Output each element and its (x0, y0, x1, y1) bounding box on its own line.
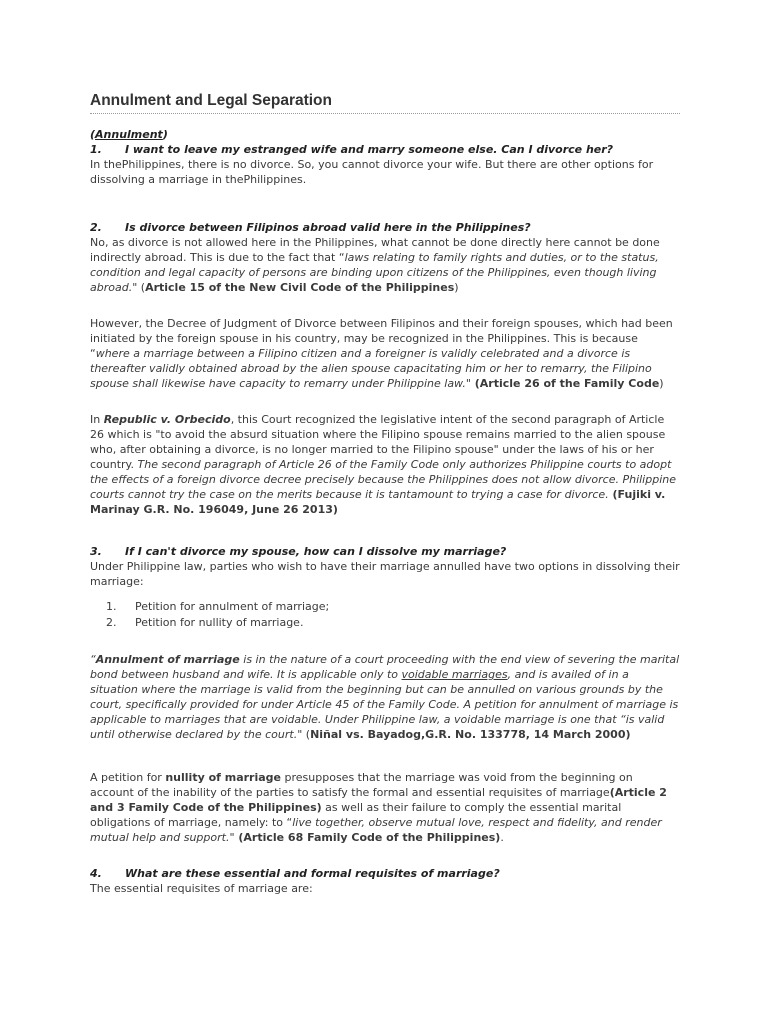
answer-2-p3-case: Republic v. Orbecido (103, 413, 231, 426)
list-item-text: Petition for annulment of marriage; (135, 600, 330, 613)
answer-2-p1-citation: Article 15 of the New Civil Code of the Philippines (145, 281, 455, 294)
answer-2-p2-text: However, the Decree of Judgment of Divorce between Filipinos and their foreign spouses, which had been initiated by the foreign spouse in his country, may be recognized in the Philippines. This is because “ (90, 317, 673, 360)
answer-2-p3-text: , this Court recognized the legislative intent of the second paragraph of Article 26 which is "to avoid the absurd situation where the Filipino spouse remains married to the alien spouse who, after obtaining a divorce, is no longer married to the Filipino spouse" under the laws of his or her country. (90, 413, 666, 471)
question-3-text: If I can't divorce my spouse, how can I dissolve my marriage? (125, 545, 507, 558)
list-item (90, 599, 680, 615)
answer-2-p1-close: ) (454, 281, 459, 294)
page-title: Annulment and Legal Separation (90, 92, 680, 114)
dissolution-options-list (90, 599, 680, 630)
answer-2-p3-quote: The second paragraph of Article 26 of the Family Code only authorizes Philippine courts to adopt the effects of a foreign divorce decree precisely because the Philippines does not allow divorce. Philippine courts cannot try the case on the merits because it is tantamount to trying a case for divorce. (90, 458, 677, 501)
list-item-number: 2. (106, 615, 117, 629)
nullity-citation-2: (Article 68 Family Code of the Philippines) (234, 831, 501, 844)
annulment-term: Annulment of marriage (95, 653, 240, 666)
question-2-number: 2. (90, 221, 102, 234)
annulment-section-label: (Annulment) (90, 128, 168, 141)
nullity-citation-1: (Article 2 and 3 Family Code of the Philippines) (90, 786, 667, 814)
nullity-quote: live together, observe mutual love, respect and fidelity, and render mutual help and support." (90, 816, 662, 844)
question-3-number: 3. (90, 545, 102, 558)
answer-2-paragraph-1 (90, 235, 680, 295)
answer-1: In thePhilippines, there is no divorce. So, you cannot divorce your wife. But there are other options for dissolving a marriage in thePhilippines. (90, 158, 654, 186)
nullity-text-2: presupposes that the marriage was void from the beginning on account of the inability of the parties to satisfy the formal and essential requisites of marriage (90, 771, 633, 799)
annulment-definition (90, 652, 680, 742)
answer-2-p1-text: No, as divorce is not allowed here in the Philippines, what cannot be done directly here cannot be done indirectly abroad. This is due to the fact that “ (90, 236, 660, 264)
annulment-text-2: , and is availed of in a situation where the marriage is valid from the beginning but can be annulled on various grounds by the court, specifically provided for under Article 45 of the Family Code. A petition for annulment of marriage is applicable to marriages that are voidable. Under Philippine law, a voidable marriage is one that “is valid until otherwise declared by the court." (90, 668, 679, 741)
question-4 (90, 866, 680, 881)
list-item (90, 615, 680, 631)
nullity-end: . (500, 831, 504, 844)
annulment-open-paren: ( (302, 728, 311, 741)
answer-2-paragraph-3 (90, 412, 680, 517)
list-item-text: Petition for nullity of marriage. (135, 615, 304, 629)
question-4-number: 4. (90, 867, 102, 880)
answer-2-p1-open: ( (137, 281, 146, 294)
answer-2-p1-quote: laws relating to family rights and duties, or to the status, condition and legal capacity of persons are binding upon citizens of the Philippines, even though living abroad." (90, 251, 659, 294)
question-1-number: 1. (90, 143, 102, 156)
answer-2-p2-quote: where a marriage between a Filipino citizen and a foreigner is validly celebrated and a divorce is thereafter validly obtained abroad by the alien spouse capacitating him or her to remarry, the Filipino spouse shall likewise have capacity to remarry under Philippine law." (90, 347, 652, 390)
question-1-text: I want to leave my estranged wife and marry someone else. Can I divorce her? (125, 143, 614, 156)
answer-4: The essential requisites of marriage are: (90, 882, 313, 895)
answer-2-paragraph-2 (90, 316, 680, 391)
nullity-text-3: as well as their failure to comply the essential marital obligations of marriage, namely: to “ (90, 801, 622, 829)
question-4-text: What are these essential and formal requisites of marriage? (125, 867, 500, 880)
question-2 (90, 220, 680, 235)
answer-2-p3-citation: (Fujiki v. Marinay G.R. No. 196049, June 26 2013) (90, 488, 666, 516)
annulment-citation: Niñal vs. Bayadog,G.R. No. 133778, 14 March 2000) (310, 728, 631, 741)
nullity-term: nullity of marriage (165, 771, 282, 784)
list-item-number: 1. (106, 600, 117, 613)
answer-2-p2-citation: (Article 26 of the Family Code (470, 377, 660, 390)
annulment-label: Annulment (95, 128, 163, 141)
nullity-definition (90, 770, 680, 845)
nullity-text-1: A petition for (90, 771, 166, 784)
question-1 (90, 142, 680, 157)
answer-2-p3-in: In (90, 413, 104, 426)
annulment-open-quote: “ (90, 653, 96, 666)
annulment-text-1: is in the nature of a court proceeding with the end view of severing the marital bond between husband and wife. It is applicable only to (90, 653, 680, 681)
question-3 (90, 544, 680, 559)
document-content (90, 92, 680, 896)
voidable-marriages-term: voidable marriages (401, 668, 508, 681)
answer-2-p2-close: ) (659, 377, 664, 390)
answer-3: Under Philippine law, parties who wish to have their marriage annulled have two options in dissolving their marriage: (90, 560, 680, 588)
question-2-text: Is divorce between Filipinos abroad valid here in the Philippines? (125, 221, 531, 234)
